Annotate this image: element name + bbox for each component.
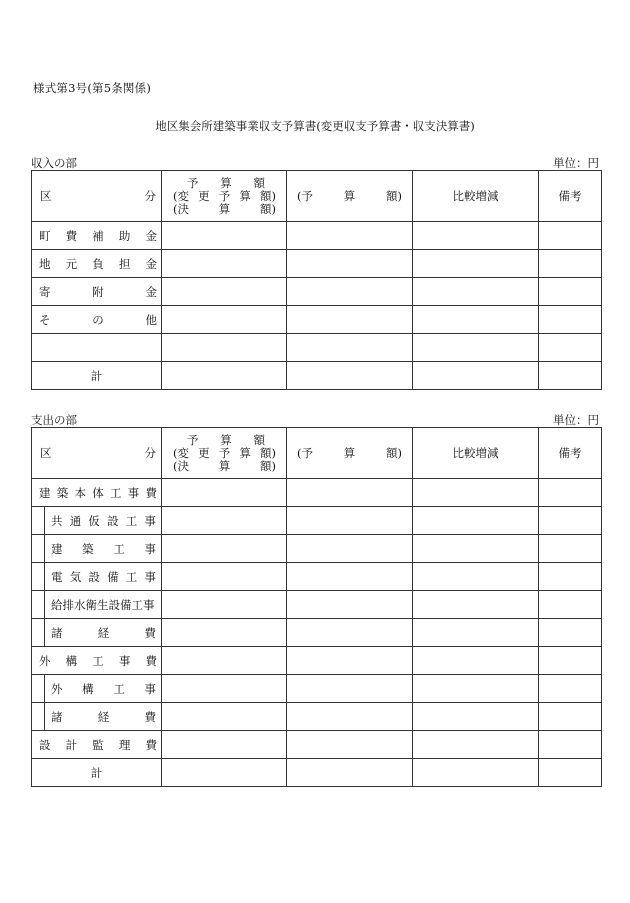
label-char: 築	[82, 541, 94, 556]
prior-amount-cell[interactable]	[287, 675, 413, 703]
difference-cell[interactable]	[413, 647, 539, 675]
prior-amount-cell[interactable]	[287, 222, 413, 250]
label-char: 工	[92, 653, 104, 668]
table-header-row	[32, 171, 602, 222]
label-char: 工	[125, 513, 138, 528]
prior-amount-cell[interactable]	[287, 250, 413, 278]
label-char: 区	[40, 189, 52, 203]
remarks-cell[interactable]	[539, 362, 602, 390]
budget-amount-cell[interactable]	[162, 647, 287, 675]
label-char: 外	[39, 653, 51, 668]
income-section-label: 収入の部	[31, 156, 77, 170]
indent-divider	[44, 506, 45, 535]
expense-table	[31, 427, 602, 787]
remarks-cell[interactable]	[539, 222, 602, 250]
prior-amount-cell[interactable]	[287, 647, 413, 675]
difference-cell[interactable]	[413, 362, 539, 390]
header-prior-budget	[287, 171, 413, 222]
expense-unit-label: 単位：円	[553, 413, 599, 427]
label-char: 分	[144, 189, 156, 203]
label-char: (決	[173, 201, 189, 216]
header-kubun	[32, 171, 162, 222]
budget-amount-cell[interactable]	[162, 278, 287, 306]
label-char: 補	[92, 228, 104, 243]
label-char: 町	[39, 228, 51, 243]
table-row	[32, 250, 602, 278]
indent-divider	[44, 618, 45, 647]
total-row	[32, 759, 602, 787]
prior-amount-cell[interactable]	[287, 306, 413, 334]
budget-amount-cell[interactable]	[162, 563, 287, 591]
label-char: 額	[253, 432, 265, 447]
header-prior-budget	[287, 428, 413, 479]
label-char: 分	[144, 446, 156, 460]
label-char: 設	[39, 737, 51, 752]
label-char: 費	[145, 653, 157, 668]
header-budget	[162, 428, 287, 479]
label-char: 算	[220, 432, 232, 447]
header-kubun	[32, 428, 162, 479]
header-remarks: 備考	[539, 428, 602, 479]
label-char: 諸	[51, 709, 63, 724]
sub-item-row	[32, 675, 602, 703]
remarks-cell[interactable]	[539, 535, 602, 563]
budget-amount-cell[interactable]	[162, 334, 287, 362]
label-char: 費	[144, 709, 156, 724]
difference-cell[interactable]	[413, 675, 539, 703]
label-char: 事	[144, 681, 156, 696]
label-char: 額)	[260, 188, 276, 203]
label-char: 体	[92, 485, 104, 500]
label-char: 額	[253, 175, 265, 190]
label-char: 外	[51, 681, 63, 696]
label-char: 費	[144, 625, 156, 640]
total-row	[32, 362, 602, 390]
remarks-cell[interactable]	[539, 278, 602, 306]
label-char: 額)	[260, 445, 276, 460]
label-char: 予	[218, 445, 231, 460]
label-char: 設	[88, 569, 100, 584]
label-char: の	[92, 312, 104, 327]
budget-amount-cell[interactable]	[162, 507, 287, 535]
remarks-cell[interactable]	[539, 647, 602, 675]
prior-amount-cell[interactable]	[287, 619, 413, 647]
difference-cell[interactable]	[413, 507, 539, 535]
label-char: 給排水衛生設備工事	[51, 597, 155, 612]
label-char: 更	[198, 188, 210, 203]
indent-divider	[44, 562, 45, 591]
document-title: 地区集会所建築事業収支予算書(変更収支予算書・収支決算書)	[155, 119, 475, 133]
row-label	[32, 563, 162, 591]
label-char: 算	[343, 446, 356, 460]
expense-section-label: 支出の部	[31, 413, 77, 427]
indent-divider	[44, 590, 45, 619]
label-char: 備	[107, 569, 119, 584]
label-char: 工	[113, 681, 125, 696]
sub-item-row	[32, 535, 602, 563]
sub-item-row	[32, 619, 602, 647]
label-char: 算	[220, 175, 232, 190]
label-char: 監	[92, 737, 104, 752]
label-char: 事	[127, 485, 140, 500]
row-label	[32, 222, 162, 250]
label-char: (予	[297, 189, 313, 203]
prior-amount-cell[interactable]	[287, 334, 413, 362]
row-label	[32, 591, 162, 619]
remarks-cell[interactable]	[539, 563, 602, 591]
label-char: 金	[145, 284, 157, 299]
label-char: (予	[297, 446, 313, 460]
income-table	[31, 170, 602, 390]
prior-amount-cell[interactable]	[287, 479, 413, 507]
prior-amount-cell[interactable]	[287, 507, 413, 535]
difference-cell[interactable]	[413, 759, 539, 787]
label-char: 予	[187, 175, 199, 190]
total-label: 計	[32, 362, 162, 390]
row-label	[32, 731, 162, 759]
difference-cell[interactable]	[413, 250, 539, 278]
label-char: 金	[145, 256, 157, 271]
label-char: 額)	[260, 201, 276, 216]
sub-item-row	[32, 591, 602, 619]
label-char: 事	[144, 513, 156, 528]
remarks-cell[interactable]	[539, 334, 602, 362]
label-char: 電	[51, 569, 63, 584]
label-char: 他	[145, 312, 157, 327]
row-label	[32, 306, 162, 334]
difference-cell[interactable]	[413, 563, 539, 591]
label-char: 寄	[39, 284, 51, 299]
budget-amount-cell[interactable]	[162, 306, 287, 334]
prior-amount-cell[interactable]	[287, 759, 413, 787]
label-char: 事	[144, 541, 156, 556]
label-char: 附	[92, 284, 104, 299]
label-char: 経	[97, 709, 110, 724]
table-row	[32, 222, 602, 250]
sub-item-row	[32, 507, 602, 535]
budget-amount-cell[interactable]	[162, 591, 287, 619]
difference-cell[interactable]	[413, 591, 539, 619]
label-char: 諸	[51, 625, 63, 640]
difference-cell[interactable]	[413, 278, 539, 306]
remarks-cell[interactable]	[539, 619, 602, 647]
income-unit-label: 単位：円	[553, 156, 599, 170]
label-char: 金	[145, 228, 157, 243]
category-row	[32, 479, 602, 507]
row-label	[32, 334, 162, 362]
budget-amount-cell[interactable]	[162, 479, 287, 507]
row-label	[32, 250, 162, 278]
remarks-cell[interactable]	[539, 703, 602, 731]
remarks-cell[interactable]	[539, 479, 602, 507]
label-char: 共	[51, 513, 63, 528]
indent-divider	[44, 702, 45, 731]
row-label	[32, 675, 162, 703]
prior-amount-cell[interactable]	[287, 703, 413, 731]
budget-amount-cell[interactable]	[162, 250, 287, 278]
remarks-cell[interactable]	[539, 675, 602, 703]
label-char: 工	[110, 485, 122, 500]
label-char: 費	[65, 228, 78, 243]
row-label	[32, 535, 162, 563]
budget-amount-cell[interactable]	[162, 759, 287, 787]
sub-item-row	[32, 563, 602, 591]
prior-amount-cell[interactable]	[287, 362, 413, 390]
table-row	[32, 278, 602, 306]
table-header-row	[32, 428, 602, 479]
label-char: 元	[65, 256, 78, 271]
label-char: 工	[113, 541, 125, 556]
row-label	[32, 619, 162, 647]
budget-amount-cell[interactable]	[162, 731, 287, 759]
label-char: 額)	[260, 458, 276, 473]
label-char: 算	[239, 445, 251, 460]
prior-amount-cell[interactable]	[287, 731, 413, 759]
label-char: 事	[118, 653, 131, 668]
budget-amount-cell[interactable]	[162, 222, 287, 250]
label-char: そ	[39, 312, 51, 327]
label-char: 費	[145, 737, 157, 752]
label-char: 事	[144, 569, 156, 584]
remarks-cell[interactable]	[539, 507, 602, 535]
prior-amount-cell[interactable]	[287, 278, 413, 306]
label-char: 負	[92, 256, 104, 271]
label-char: 予	[218, 188, 231, 203]
label-char: 建	[51, 541, 63, 556]
remarks-cell[interactable]	[539, 591, 602, 619]
category-row	[32, 731, 602, 759]
row-label	[32, 278, 162, 306]
label-char: 通	[69, 513, 82, 528]
label-char: 構	[65, 653, 78, 668]
label-char: 助	[118, 228, 131, 243]
difference-cell[interactable]	[413, 306, 539, 334]
label-char: 工	[125, 569, 138, 584]
difference-cell[interactable]	[413, 334, 539, 362]
header-difference: 比較増減	[413, 171, 539, 222]
label-char: 経	[97, 625, 110, 640]
table-row	[32, 306, 602, 334]
label-char: (変	[173, 188, 189, 203]
row-label	[32, 479, 162, 507]
label-char: 担	[118, 256, 131, 271]
label-char: 仮	[88, 513, 100, 528]
label-char: 額)	[386, 189, 402, 203]
label-char: 算	[218, 201, 231, 216]
label-char: 構	[82, 681, 94, 696]
header-remarks: 備考	[539, 171, 602, 222]
label-char: 計	[65, 737, 78, 752]
indent-divider	[44, 674, 45, 703]
label-char: 予	[187, 432, 199, 447]
label-char: 理	[118, 737, 131, 752]
label-char: 築	[56, 485, 69, 500]
budget-amount-cell[interactable]	[162, 703, 287, 731]
difference-cell[interactable]	[413, 222, 539, 250]
remarks-cell[interactable]	[539, 250, 602, 278]
label-char: 算	[218, 458, 231, 473]
prior-amount-cell[interactable]	[287, 591, 413, 619]
label-char: 気	[69, 569, 82, 584]
row-label	[32, 703, 162, 731]
category-row	[32, 647, 602, 675]
prior-amount-cell[interactable]	[287, 535, 413, 563]
remarks-cell[interactable]	[539, 306, 602, 334]
form-number: 様式第3号(第5条関係)	[33, 81, 152, 95]
label-char: 算	[343, 189, 356, 203]
difference-cell[interactable]	[413, 703, 539, 731]
row-label	[32, 647, 162, 675]
row-label	[32, 507, 162, 535]
label-char: 費	[145, 485, 157, 500]
label-char: 本	[74, 485, 86, 500]
table-row	[32, 334, 602, 362]
header-difference: 比較増減	[413, 428, 539, 479]
sub-item-row	[32, 703, 602, 731]
label-char: 算	[239, 188, 251, 203]
label-char: 建	[39, 485, 51, 500]
indent-divider	[44, 534, 45, 563]
label-char: 額)	[386, 446, 402, 460]
total-label: 計	[32, 759, 162, 787]
label-char: (変	[173, 445, 189, 460]
budget-amount-cell[interactable]	[162, 619, 287, 647]
budget-amount-cell[interactable]	[162, 535, 287, 563]
budget-amount-cell[interactable]	[162, 362, 287, 390]
label-char: 地	[39, 256, 51, 271]
budget-amount-cell[interactable]	[162, 675, 287, 703]
difference-cell[interactable]	[413, 535, 539, 563]
difference-cell[interactable]	[413, 619, 539, 647]
label-char: (決	[173, 458, 189, 473]
remarks-cell[interactable]	[539, 759, 602, 787]
label-char: 更	[198, 445, 210, 460]
difference-cell[interactable]	[413, 479, 539, 507]
header-budget	[162, 171, 287, 222]
label-char: 設	[107, 513, 119, 528]
remarks-cell[interactable]	[539, 731, 602, 759]
difference-cell[interactable]	[413, 731, 539, 759]
prior-amount-cell[interactable]	[287, 563, 413, 591]
label-char: 区	[40, 446, 52, 460]
